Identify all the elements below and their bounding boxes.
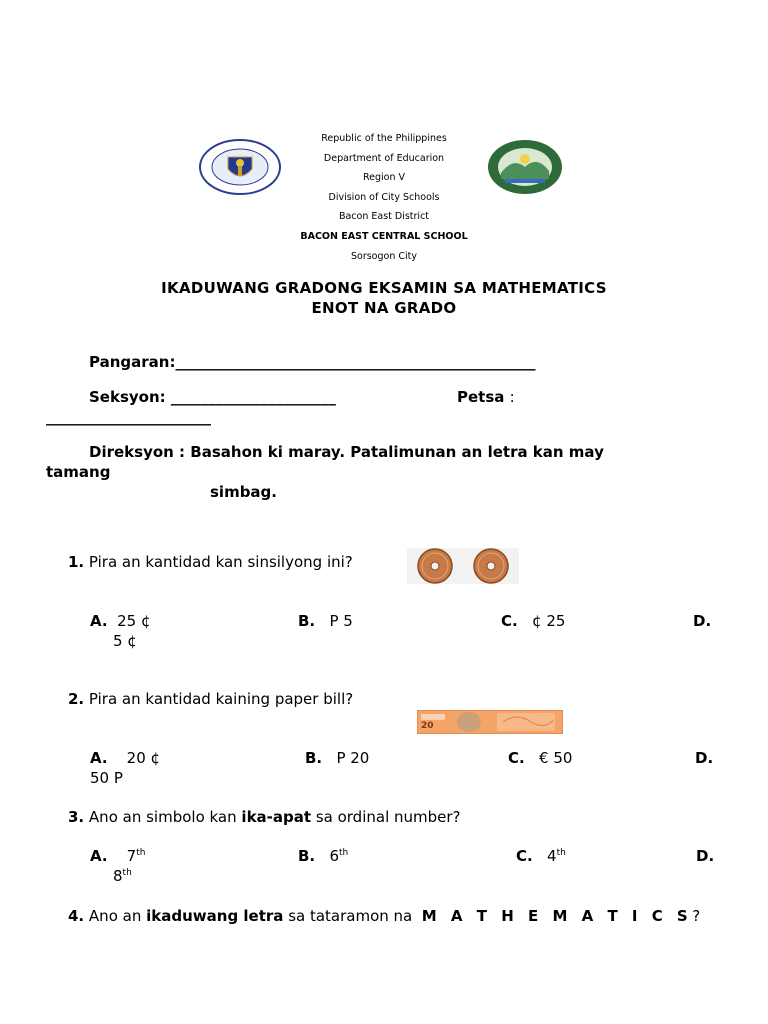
date-field[interactable] (457, 388, 515, 406)
question-2-number: 2. (68, 690, 85, 708)
q1-option-d-letter[interactable]: D. (693, 612, 712, 630)
name-field[interactable] (89, 353, 535, 371)
header-line-region: Region V (362, 172, 406, 183)
question-3-number: 3. (68, 808, 85, 826)
question-4: 4. Ano an ikaduwang letra sa tataramon na M A T H E M A T I C S? (68, 907, 701, 925)
header-city: Sorsogon City (350, 251, 417, 262)
question-4-word: M A T H E M A T I C S (421, 907, 693, 925)
q3-option-c[interactable]: C. 4th (516, 847, 566, 865)
question-1-number: 1. (68, 553, 85, 571)
directions-line3: simbag. (210, 483, 277, 501)
question-2-text: Pira an kantidad kaining paper bill? (88, 690, 354, 708)
header-line-division: Division of City Schools (328, 192, 440, 203)
coin-image (407, 548, 519, 584)
paper-bill-image (417, 710, 563, 734)
q1-option-a[interactable]: A. 25 ¢ (90, 612, 151, 630)
q3-option-a[interactable]: A. 7th (90, 847, 146, 865)
exam-subtitle: ENOT NA GRADO (311, 299, 457, 317)
question-4-number: 4. (68, 907, 85, 925)
q2-option-b[interactable]: B. P 20 (305, 749, 370, 767)
question-1 (68, 553, 353, 571)
question-2 (68, 690, 353, 708)
q1-option-b[interactable]: B. P 5 (298, 612, 353, 630)
name-label: Pangaran: (89, 353, 176, 371)
question-3: 3. Ano an simbolo kan ika-apat sa ordinal number? (68, 808, 461, 826)
header-school-name: BACON EAST CENTRAL SCHOOL (300, 231, 468, 242)
header-line-department: Department of Educarion (323, 153, 445, 164)
q3-option-d-letter[interactable]: D. (696, 847, 715, 865)
header-line-republic: Republic of the Philippines (321, 133, 447, 144)
header-line-district: Bacon East District (338, 211, 430, 222)
directions-text: Basahon ki maray. Patalimunan an letra kan may (190, 443, 604, 461)
name-blank: ________________________________________________ (175, 353, 536, 371)
section-blank: ______________________ (170, 388, 336, 406)
q2-option-d-text[interactable]: 50 P (90, 769, 123, 787)
question-4-keyword: ikaduwang letra (146, 907, 284, 925)
exam-title: IKADUWANG GRADONG EKSAMIN SA MATHEMATICS (161, 279, 607, 297)
q2-option-d-letter[interactable]: D. (695, 749, 714, 767)
section-label: Seksyon: (89, 388, 166, 406)
date-blank: ______________________ (46, 408, 211, 426)
question-1-text: Pira an kantidad kan sinsilyong ini? (88, 553, 353, 571)
q3-option-b[interactable]: B. 6th (298, 847, 349, 865)
directions-line2: tamang (46, 463, 111, 481)
bill-denomination: 20 (421, 721, 434, 731)
q1-option-d-text[interactable]: 5 ¢ (113, 632, 137, 650)
date-label: Petsa (457, 388, 505, 406)
q2-option-a[interactable]: A. 20 ¢ (90, 749, 161, 767)
directions (89, 443, 604, 461)
directions-label: Direksyon : (89, 443, 186, 461)
section-field[interactable] (89, 388, 336, 406)
deped-seal-logo (198, 139, 282, 195)
school-seal-logo (487, 139, 563, 195)
date-colon: : (509, 388, 515, 406)
q1-option-c[interactable]: C. ¢ 25 (501, 612, 566, 630)
q3-option-d-text[interactable]: 8th (113, 867, 132, 885)
q2-option-c[interactable]: C. € 50 (508, 749, 573, 767)
question-3-keyword: ika-apat (241, 808, 312, 826)
